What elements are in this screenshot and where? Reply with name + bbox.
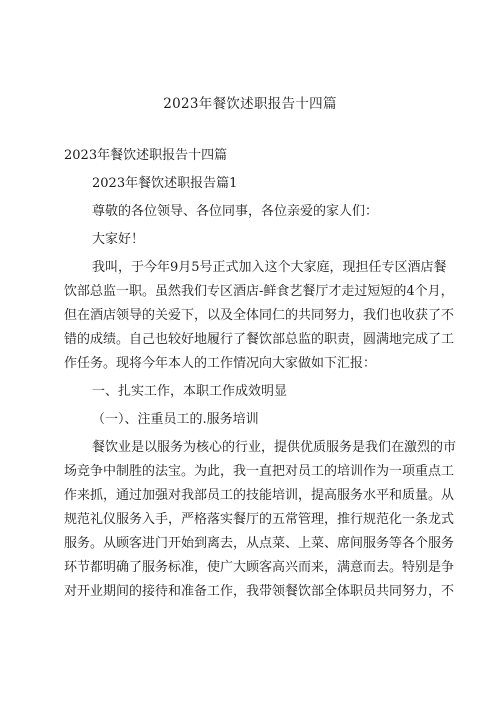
body-line: 规范礼仪服务入手，严格落实餐厅的五常管理，推行规范化一条龙式 <box>64 512 455 527</box>
hello-line: 大家好！ <box>92 232 145 247</box>
body-line: 服务。从顾客进门开始到离去，从点菜、上菜、席间服务等各个服务 <box>64 536 455 551</box>
body-line: 餐饮业是以服务为核心的行业，提供优质服务是我们在激烈的市 <box>92 440 457 455</box>
body-line: 环节都明确了服务标准，使广大顾客高兴而来，满意而去。特别是争 <box>64 560 455 575</box>
intro-line: 饮部总监一职。虽然我们专区酒店-鲜食艺餐厅才走过短短的4个月， <box>64 284 454 299</box>
section-heading: 一、扎实工作，本职工作成效明显 <box>92 384 288 399</box>
intro-line: 但在酒店领导的关爱下，以及全体同仁的共同努力，我们也收获了不 <box>64 308 455 323</box>
greeting-line: 尊敬的各位领导、各位同事，各位亲爱的家人们： <box>92 204 379 219</box>
intro-line: 作任务。现将今年本人的工作情况向大家做如下汇报： <box>64 356 377 371</box>
body-line: 对开业期间的接待和准备工作，我带领餐饮部全体职员共同努力，不 <box>64 584 455 599</box>
subsection-heading: （一）、注重员工的.服务培训 <box>92 412 259 427</box>
intro-line: 我叫，于今年9月5号正式加入这个大家庭，现担任专区酒店餐 <box>92 260 447 275</box>
body-line: 作来抓，通过加强对我部员工的技能培训，提高服务水平和质量。从 <box>64 488 455 503</box>
intro-line: 错的成绩。自己也较好地履行了餐饮部总监的职责，圆满地完成了工 <box>64 332 455 347</box>
document-title: 2023年餐饮述职报告十四篇 <box>163 96 337 112</box>
body-line: 场竞争中制胜的法宝。为此，我一直把对员工的培训作为一项重点工 <box>64 464 455 479</box>
document-subheading: 2023年餐饮述职报告篇1 <box>92 176 238 191</box>
document-heading: 2023年餐饮述职报告十四篇 <box>64 148 228 163</box>
